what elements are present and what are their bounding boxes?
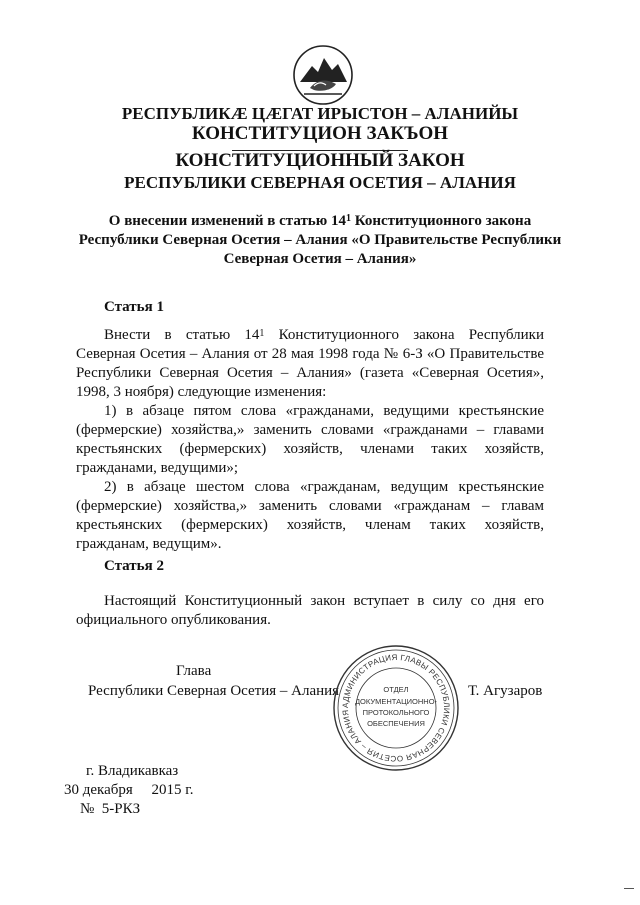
russian-republic-name: РЕСПУБЛИКИ СЕВЕРНАЯ ОСЕТИЯ – АЛАНИЯ bbox=[124, 173, 516, 192]
signatory-name: Т. Агузаров bbox=[468, 683, 543, 699]
stamp-center-line3: ПРОТОКОЛЬНОГО bbox=[362, 708, 430, 717]
russian-law-type: КОНСТИТУЦИОННЫЙ ЗАКОН bbox=[175, 150, 465, 171]
footer-city: г. Владикавказ bbox=[86, 763, 179, 779]
article-1-intro: Внести в статью $14^1$ Конституционного закона Республики Северная Осетия – Алания от 28 мая 1998 года № 6-З «О Правительстве Республики Северная Осетия – Алания» (газета «Северная Осетия», 1998, 3 ноября) следующие изменения: bbox=[76, 327, 544, 400]
emblem-icon bbox=[292, 44, 354, 106]
article-1-body bbox=[76, 326, 544, 554]
stamp-center-line4: ОБЕСПЕЧЕНИЯ bbox=[367, 719, 425, 728]
signatory-position: Республики Северная Осетия – Алания bbox=[88, 683, 340, 699]
footer-date: 30 декабря 2015 г. bbox=[64, 782, 194, 798]
edge-mark bbox=[624, 888, 634, 889]
article-1-item-2: 2) в абзаце шестом слова «гражданам, ведущим крестьянские (фермерские) хозяйства,» заменить словами «гражданам – главам крестьянских (фермерских) хозяйств, членам таких хозяйств, гражданам, ведущим». bbox=[76, 479, 544, 552]
official-stamp bbox=[332, 644, 460, 772]
article-2-heading: Статья 2 bbox=[104, 558, 164, 574]
coat-of-arms-emblem bbox=[292, 44, 354, 106]
ossetian-law-type: КОНСТИТУЦИОН ЗАКЪОН bbox=[191, 123, 449, 144]
article-2-text: Настоящий Конституционный закон вступает в силу со дня его официального опубликования. bbox=[76, 593, 544, 628]
article-1-item-1: 1) в абзаце пятом слова «гражданами, ведущими крестьянские (фермерские) хозяйства,» заменить словами «гражданами – главами крестьянских (фермерских) хозяйств, членами таких хозяйств, гражданами, ведущими»; bbox=[76, 403, 544, 476]
document-title-line1: О внесении изменений в статью $14^1$ Конституционного закона bbox=[108, 213, 532, 229]
article-2-body bbox=[76, 592, 544, 630]
stamp-ring-text: АДМИНИСТРАЦИЯ ГЛАВЫ РЕСПУБЛИКИ СЕВЕРНАЯ ОСЕТИЯ – АЛАНИЯ bbox=[340, 652, 452, 764]
stamp-center-line2: ДОКУМЕНТАЦИОННО- bbox=[354, 697, 438, 706]
footer-number: № 5-РКЗ bbox=[80, 801, 141, 817]
ossetian-republic-name: РЕСПУБЛИКÆ ЦÆГАТ ИРЫСТОН – АЛАНИЙЫ bbox=[121, 104, 519, 123]
signatory-title: Глава bbox=[176, 663, 212, 679]
document-title-line2: Республики Северная Осетия – Алания «О Правительстве Республики bbox=[78, 232, 562, 248]
stamp-seal-icon bbox=[332, 644, 460, 772]
article-1-heading: Статья 1 bbox=[104, 299, 164, 315]
stamp-center-line1: ОТДЕЛ bbox=[383, 685, 409, 694]
document-title-line3: Северная Осетия – Алания» bbox=[223, 251, 417, 267]
